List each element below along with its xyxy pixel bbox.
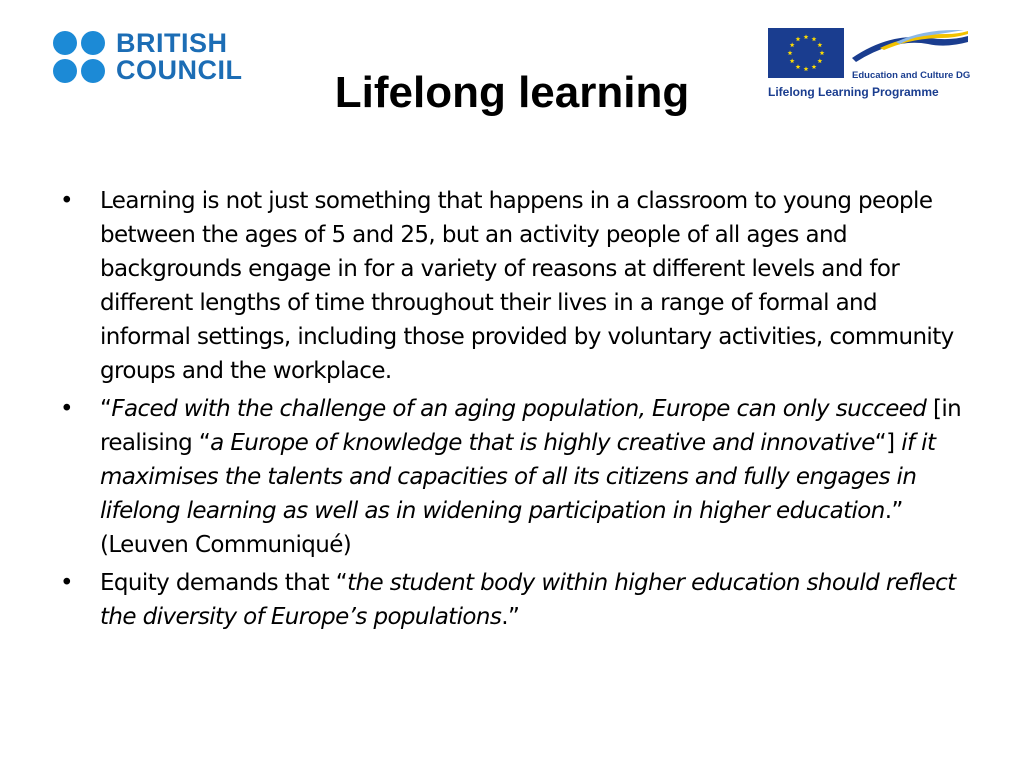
bullet-item (60, 184, 970, 388)
education-culture-dg-label: Education and Culture DG (852, 70, 971, 81)
text-segment: [in realising “ (100, 396, 962, 456)
lifelong-learning-programme-label: Lifelong Learning Programme (768, 85, 939, 99)
bullet-item (60, 392, 970, 562)
slide-body (60, 184, 970, 638)
quote-segment: the student body within higher education should reflect the diversity of Europe’s populations (100, 570, 956, 630)
quote-segment: if it maximises the talents and capacities of all its citizens and fully engages in lifelong learning as well as in widening participation in higher education (100, 430, 936, 524)
bullet-icon: • (60, 570, 73, 596)
eu-lifelong-learning-logo (768, 28, 973, 104)
bullet-text (100, 392, 970, 562)
quote-segment: Faced with the challenge of an aging population, Europe can only succeed (111, 396, 927, 422)
eu-flag-icon (768, 28, 844, 78)
education-culture-swoosh-icon (850, 28, 970, 68)
text-segment: .” (501, 604, 520, 630)
bullet-item (60, 566, 970, 634)
text-segment: “] (874, 430, 902, 456)
bullet-text: Learning is not just something that happens in a classroom to young people between the ages of 5 and 25, but an activity people of all ages and backgrounds engage in for a variety of reasons at different levels and for different lengths of time throughout their lives in a range of formal and informal settings, including those provided by voluntary activities, community groups and the workplace. (100, 188, 954, 384)
text-segment: Equity demands that “ (100, 570, 348, 596)
bullet-icon: • (60, 396, 73, 422)
bullet-icon: • (60, 188, 73, 214)
bullet-text (100, 566, 970, 634)
citation: .” (Leuven Communiqué) (100, 498, 903, 558)
british-council-line2: COUNCIL (116, 55, 243, 85)
quote-mark: “ (100, 396, 112, 422)
british-council-line1: BRITISH (116, 28, 228, 58)
quote-segment: a Europe of knowledge that is highly creative and innovative (210, 430, 875, 456)
slide-title: Lifelong learning (334, 68, 690, 117)
